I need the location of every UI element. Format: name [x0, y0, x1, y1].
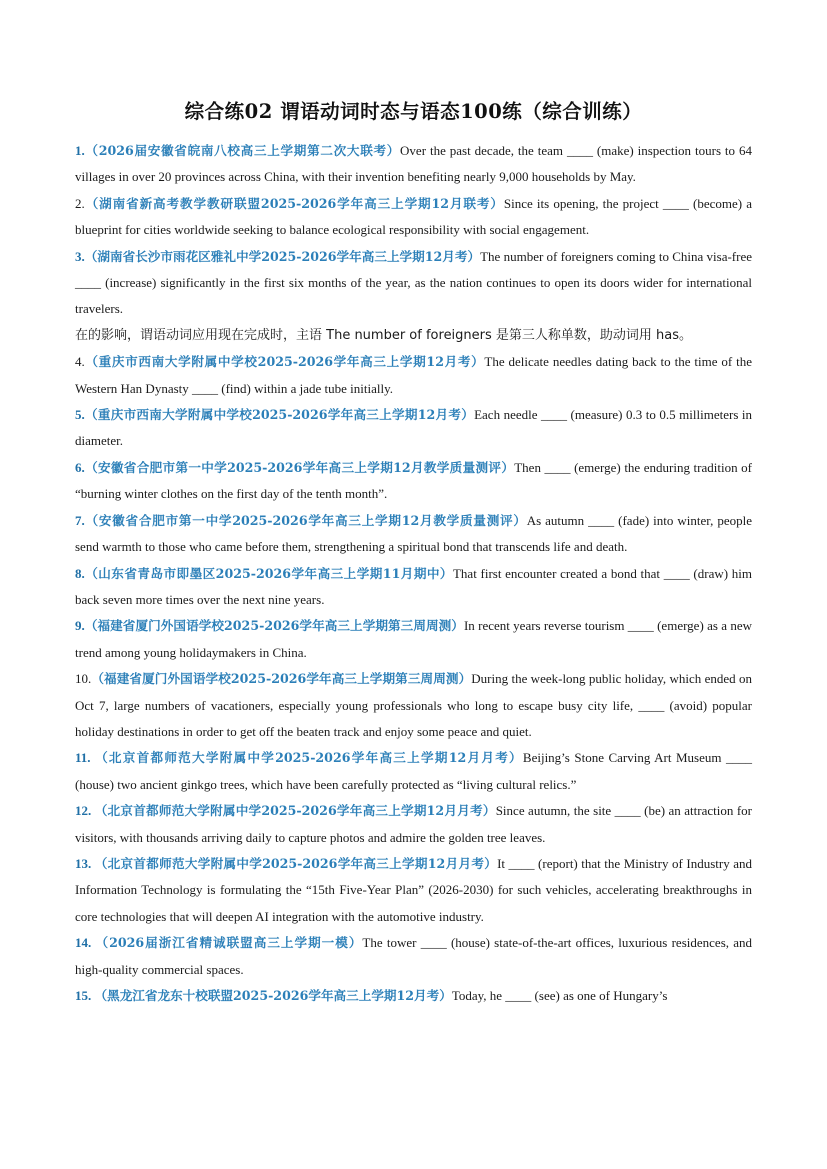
question-9 [75, 613, 752, 666]
question-number: 5. [75, 407, 85, 423]
question-text: Then ____ (emerge) the enduring tradition of “burning winter clothes on the first day of the tenth month”. [75, 459, 752, 502]
question-number: 7. [75, 512, 85, 528]
question-8 [75, 561, 752, 614]
question-number: 9. [75, 618, 85, 634]
question-text: Beijing’s Stone Carving Art Museum ____ (house) two ancient ginkgo trees, which have been carefully protected as “living cultural relics.” [75, 750, 753, 792]
question-source: （黑龙江省龙东十校联盟2025-2026学年高三上学期12月考） [94, 988, 452, 1003]
question-text: During the week-long public holiday, which ended on Oct 7, large numbers of vacationers, especially young professionals who long to escape busy city life, ____ (avoid) popular holiday destinations in order to get off the beaten track and enjoy some peace and quiet. [75, 671, 752, 739]
question-source: （福建省厦门外国语学校2025-2026学年高三上学期第三周周测） [84, 618, 464, 634]
question-text: The number of foreigners coming to China visa-free ____ (increase) significantly in the first six months of the year, as the nation continues to open its doors wider for international travelers. [75, 248, 752, 317]
question-text: It ____ (report) that the Ministry of Industry and Information Technology is formulating the “15th Five-Year Plan” (2026-2030) for such vehicles, accelerating breakthroughs in core technologies that will deepen AI integration with the automotive industry. [75, 855, 752, 924]
question-number: 15. [75, 988, 92, 1003]
question-15 [75, 983, 752, 1009]
question-6 [75, 455, 752, 508]
question-source: （北京首都师范大学附属中学2025-2026学年高三上学期12月月考） [94, 803, 496, 819]
question-number: 12. [75, 803, 92, 819]
question-number: 13. [75, 855, 92, 871]
question-text: The tower ____ (house) state-of-the-art offices, luxurious residences, and high-quality commercial spaces. [75, 935, 753, 977]
question-3 [75, 244, 752, 323]
question-source: （重庆市西南大学附属中学校2025-2026学年高三上学期12月考） [84, 354, 485, 370]
question-10 [75, 666, 752, 745]
question-4 [75, 349, 752, 402]
question-source: （北京首都师范大学附属中学2025-2026学年高三上学期12月月考） [94, 855, 498, 871]
question-source: （重庆市西南大学附属中学校2025-2026学年高三上学期12月考） [84, 407, 475, 423]
question-text: Over the past decade, the team ____ (make) inspection tours to 64 villages in over 20 provinces across China, with their invention benefiting nearly 9,000 households by May. [75, 143, 752, 185]
question-text: The delicate needles dating back to the time of the Western Han Dynasty ____ (find) within a jade tube initially. [75, 354, 752, 396]
question-source: （安徽省合肥市第一中学2025-2026学年高三上学期12月教学质量测评） [84, 512, 527, 528]
page-title: 综合练02 谓语动词时态与语态100练（综合训练） [184, 100, 643, 123]
document-page [75, 96, 752, 1009]
question-number: 10. [75, 671, 92, 687]
question-13 [75, 851, 752, 930]
question-text: In recent years reverse tourism ____ (emerge) as a new trend among young holidaymakers in China. [75, 618, 752, 660]
question-text: Today, he ____ (see) as one of Hungary’s [451, 988, 668, 1003]
question-number: 2. [75, 195, 85, 211]
question-text: Since autumn, the site ____ (be) an attraction for visitors, with thousands arriving daily to capture photos and admire the golden tree leaves. [75, 803, 753, 845]
question-source: （北京首都师范大学附属中学2025-2026学年高三上学期12月月考） [95, 750, 523, 766]
question-number: 8. [75, 565, 85, 581]
question-source: （2026届安徽省皖南八校高三上学期第二次大联考） [84, 143, 401, 158]
question-source: （山东省青岛市即墨区2025-2026学年高三上学期11月期中） [84, 565, 453, 581]
question-1 [75, 138, 752, 191]
question-5 [75, 402, 752, 455]
question-source: （2026届浙江省精诚联盟高三上学期一模） [95, 935, 363, 951]
question-14 [75, 930, 752, 983]
question-12 [75, 798, 752, 851]
question-text: Since its opening, the project ____ (become) a blueprint for cities worldwide seeking to balance ecological responsibility with social engagement. [75, 195, 752, 238]
answer-note: 在的影响，谓语动词应用现在完成时，主语 The number of foreigners 是第三人称单数，助动词用 has。 [75, 327, 693, 343]
question-source: （福建省厦门外国语学校2025-2026学年高三上学期第三周周测） [91, 671, 472, 687]
question-7 [75, 508, 752, 561]
question-number: 14. [75, 935, 92, 951]
question-2 [75, 191, 752, 244]
question-source: （湖南省新高考教学教研联盟2025-2026学年高三上学期12月联考） [84, 195, 504, 211]
question-number: 6. [75, 459, 85, 475]
question-text: As autumn ____ (fade) into winter, people send warmth to those who came before them, strengthening a spiritual bond that transcends life and death. [75, 512, 752, 555]
question-text: Each needle ____ (measure) 0.3 to 0.5 millimeters in diameter. [75, 407, 752, 449]
question-number: 4. [75, 354, 85, 370]
question-source: （湖南省长沙市雨花区雅礼中学2025-2026学年高三上学期12月考） [84, 248, 481, 264]
question-text: That first encounter created a bond that ____ (draw) him back seven more times over the next nine years. [75, 565, 752, 607]
question-number: 11. [75, 750, 91, 766]
question-number: 3. [75, 248, 85, 264]
question-11 [75, 745, 752, 798]
question-source: （安徽省合肥市第一中学2025-2026学年高三上学期12月教学质量测评） [84, 459, 515, 475]
question-number: 1. [75, 143, 85, 158]
